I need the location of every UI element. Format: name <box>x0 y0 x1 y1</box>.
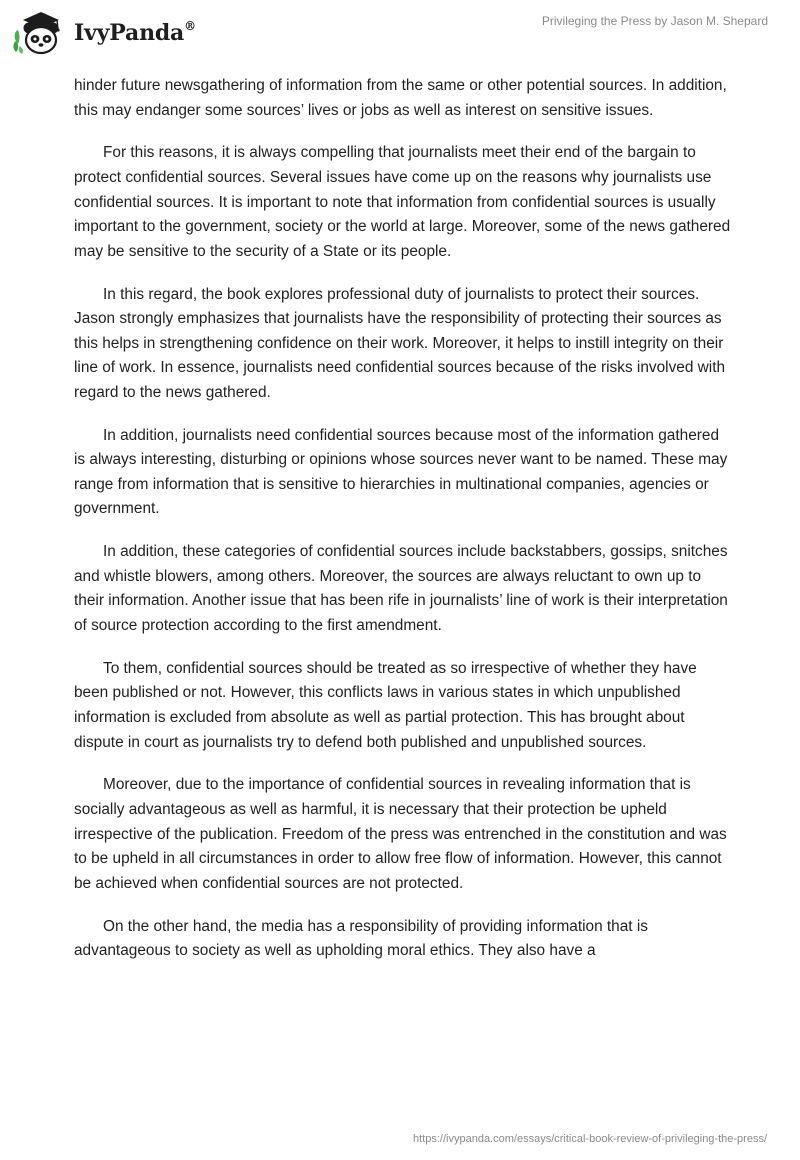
panda-graduate-icon <box>12 10 68 56</box>
paragraph: In this regard, the book explores professional duty of journalists to protect their sources. Jason strongly emphasizes that journalists have the responsibility of protecting their sources as this helps in strengthening confidence on their work. Moreover, it helps to instill integrity on their line of work. In essence, journalists need confidential sources because of the risks involved with regard to the news gathered. <box>74 285 726 401</box>
page-header <box>0 0 800 70</box>
brand-name <box>74 19 196 46</box>
registered-mark: ® <box>184 19 196 33</box>
essay-body <box>74 74 734 982</box>
source-url-link[interactable]: https://ivypanda.com/essays/critical-book-review-of-privileging-the-press/ <box>413 1133 767 1145</box>
paragraph: Moreover, due to the importance of confidential sources in revealing information that is socially advantageous as well as harmful, it is necessary that their protection be upheld irrespective of the publication. Freedom of the press was entrenched in the constitution and was to be upheld in all circumstances in order to allow free flow of information. However, this cannot be achieved when confidential sources are not protected. <box>74 776 727 892</box>
paragraph: On the other hand, the media has a responsibility of providing information that is advantageous to society as well as upholding moral ethics. They also have a <box>74 917 648 960</box>
paragraph-continuation: hinder future newsgathering of information from the same or other potential sources. In addition, this may endanger some sources’ lives or jobs as well as interest on sensitive issues. <box>74 77 727 119</box>
brand-name-text: IvyPanda <box>74 20 185 46</box>
paragraph: For this reasons, it is always compelling that journalists meet their end of the bargain to protect confidential sources. Several issues have come up on the reasons why journalists use confidential sources. It is important to note that information from confidential sources is usually important to the government, society or the world at large. Moreover, some of the news gathered may be sensitive to the security of a State or its people. <box>74 144 731 260</box>
document-title: Privileging the Press by Jason M. Shepard <box>541 14 768 28</box>
ivypanda-logo[interactable] <box>12 10 196 56</box>
paragraph: To them, confidential sources should be treated as so irrespective of whether they have been published or not. However, this conflicts laws in various states in which unpublished information is excluded from absolute as well as partial protection. This has brought about dispute in court as journalists try to defend both published and unpublished sources. <box>74 659 697 751</box>
paragraph: In addition, these categories of confidential sources include backstabbers, gossips, snitches and whistle blowers, among others. Moreover, the sources are always reluctant to own up to their information. Another issue that has been rife in journalists’ line of work is their interpretation of source protection according to the first amendment. <box>74 543 728 635</box>
paragraph: In addition, journalists need confidential sources because most of the information gathered is always interesting, disturbing or opinions whose sources never want to be named. These may range from information that is sensitive to hierarchies in multinational companies, agencies or government. <box>74 426 728 518</box>
